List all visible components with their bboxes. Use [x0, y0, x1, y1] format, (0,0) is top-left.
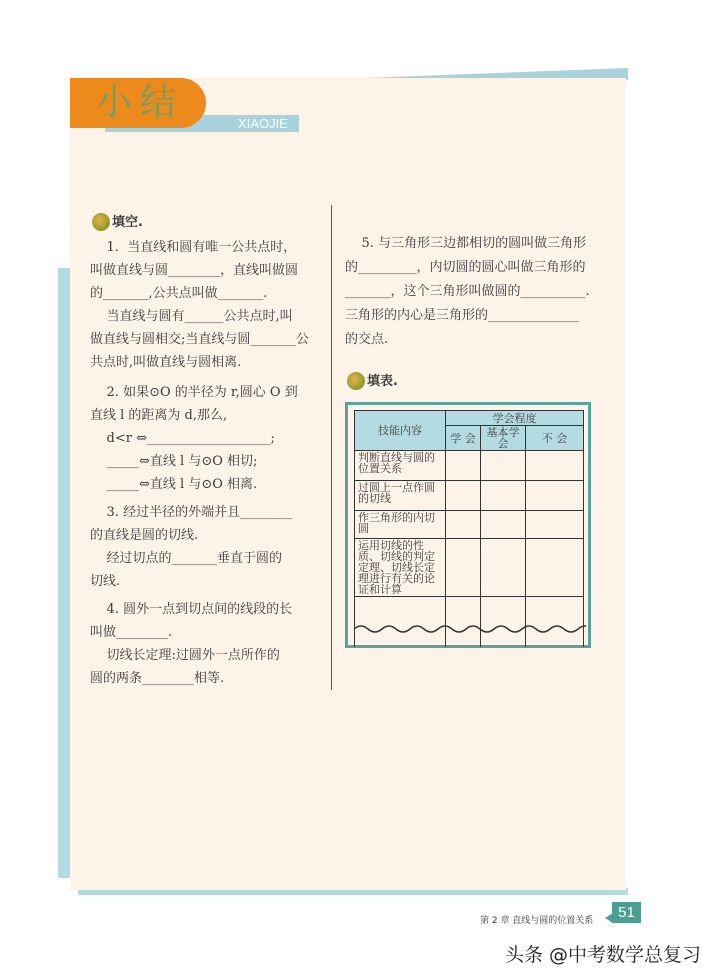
page-title: 小结: [70, 78, 206, 128]
check-cell[interactable]: [446, 511, 481, 539]
check-cell[interactable]: [526, 451, 584, 481]
decor-strip-left: [58, 268, 70, 878]
check-cell[interactable]: [446, 481, 481, 511]
col-header-level: 学会程度: [446, 411, 584, 426]
table-row: [355, 597, 584, 647]
text-line: 切线长定理:过圆外一点所作的: [90, 648, 280, 663]
level-learned: 学 会: [446, 426, 481, 451]
check-cell[interactable]: [481, 597, 526, 647]
table-row: [355, 481, 584, 511]
chapter-footer: 第 2 章 直线与圆的位置关系: [480, 916, 594, 926]
text-line: 4. 圆外一点到切点间的线段的长: [90, 602, 293, 617]
text-line: 2. 如果⊙O 的半径为 r,圆心 O 到: [90, 385, 298, 400]
table-row: [355, 539, 584, 597]
level-basic: 基本学会: [481, 426, 526, 451]
skill-cell: 过圆上一点作圆的切线: [355, 481, 446, 511]
check-cell[interactable]: [446, 597, 481, 647]
torn-edge-wave: [354, 623, 586, 635]
text-line: 的_______,公共点叫做_______.: [90, 286, 268, 301]
text-line: 切线.: [90, 574, 121, 589]
table-row: [355, 511, 584, 539]
check-cell[interactable]: [481, 511, 526, 539]
text-line: 当直线与圆有______公共点时,叫: [90, 309, 293, 324]
text-line: 3. 经过半径的外端并且________: [90, 505, 293, 520]
text-line: 的直线是圆的切线.: [90, 528, 199, 543]
text-line: _____⇔直线 l 与⊙O 相离.: [90, 477, 258, 492]
section-heading-fill-table: 填表.: [367, 374, 398, 389]
check-cell[interactable]: [526, 539, 584, 597]
text-line: 的交点.: [345, 332, 389, 347]
column-divider: [331, 205, 332, 690]
text-line: 叫做直线与圆________，直线叫做圆: [90, 263, 299, 278]
text-line: _____⇔直线 l 与⊙O 相切;: [90, 454, 258, 469]
text-line: 做直线与圆相交;当直线与圆_______公: [90, 332, 309, 347]
text-line: d<r ⇔___________________;: [90, 431, 275, 446]
text-line: 叫做________.: [90, 625, 173, 640]
text-line: 经过切点的_______垂直于圆的: [90, 551, 283, 566]
level-not: 不 会: [526, 426, 584, 451]
text-line: 的_________，内切圆的圆心叫做三角形的: [345, 260, 586, 275]
text-line: _______，这个三角形叫做圆的__________.: [345, 284, 590, 299]
watermark: 头条 @中考数学总复习: [505, 944, 702, 966]
text-line: 1. 当直线和圆有唯一公共点时，: [90, 240, 297, 255]
check-cell[interactable]: [526, 597, 584, 647]
table-row: [355, 451, 584, 481]
check-cell[interactable]: [446, 539, 481, 597]
section-icon: [347, 372, 365, 390]
text-line: 直线 l 的距离为 d,那么,: [90, 408, 228, 423]
skill-cell: 运用切线的性质、切线的判定定理、切线长定理进行有关的论证和计算: [355, 539, 446, 597]
text-line: 共点时,叫做直线与圆相离.: [90, 355, 242, 370]
col-header-skill: 技能内容: [355, 411, 446, 451]
text-line: 圆的两条________相等.: [90, 671, 225, 686]
skill-cell: 判断直线与圆的位置关系: [355, 451, 446, 481]
check-cell[interactable]: [526, 511, 584, 539]
page-number: 51: [612, 902, 641, 923]
text-line: 5. 与三角形三边都相切的圆叫做三角形: [345, 236, 587, 251]
skills-table: [354, 410, 584, 647]
text-line: 三角形的内心是三角形的______________: [345, 308, 580, 323]
skill-cell: [355, 597, 446, 647]
check-cell[interactable]: [481, 481, 526, 511]
section-icon: [92, 213, 110, 231]
check-cell[interactable]: [481, 539, 526, 597]
title-pinyin: XIAOJIE: [238, 116, 288, 131]
check-cell[interactable]: [481, 451, 526, 481]
check-cell[interactable]: [526, 481, 584, 511]
section-heading-fill-blank: 填空.: [112, 215, 143, 230]
check-cell[interactable]: [446, 451, 481, 481]
skill-cell: 作三角形的内切圆: [355, 511, 446, 539]
skills-table-frame: [345, 402, 591, 648]
